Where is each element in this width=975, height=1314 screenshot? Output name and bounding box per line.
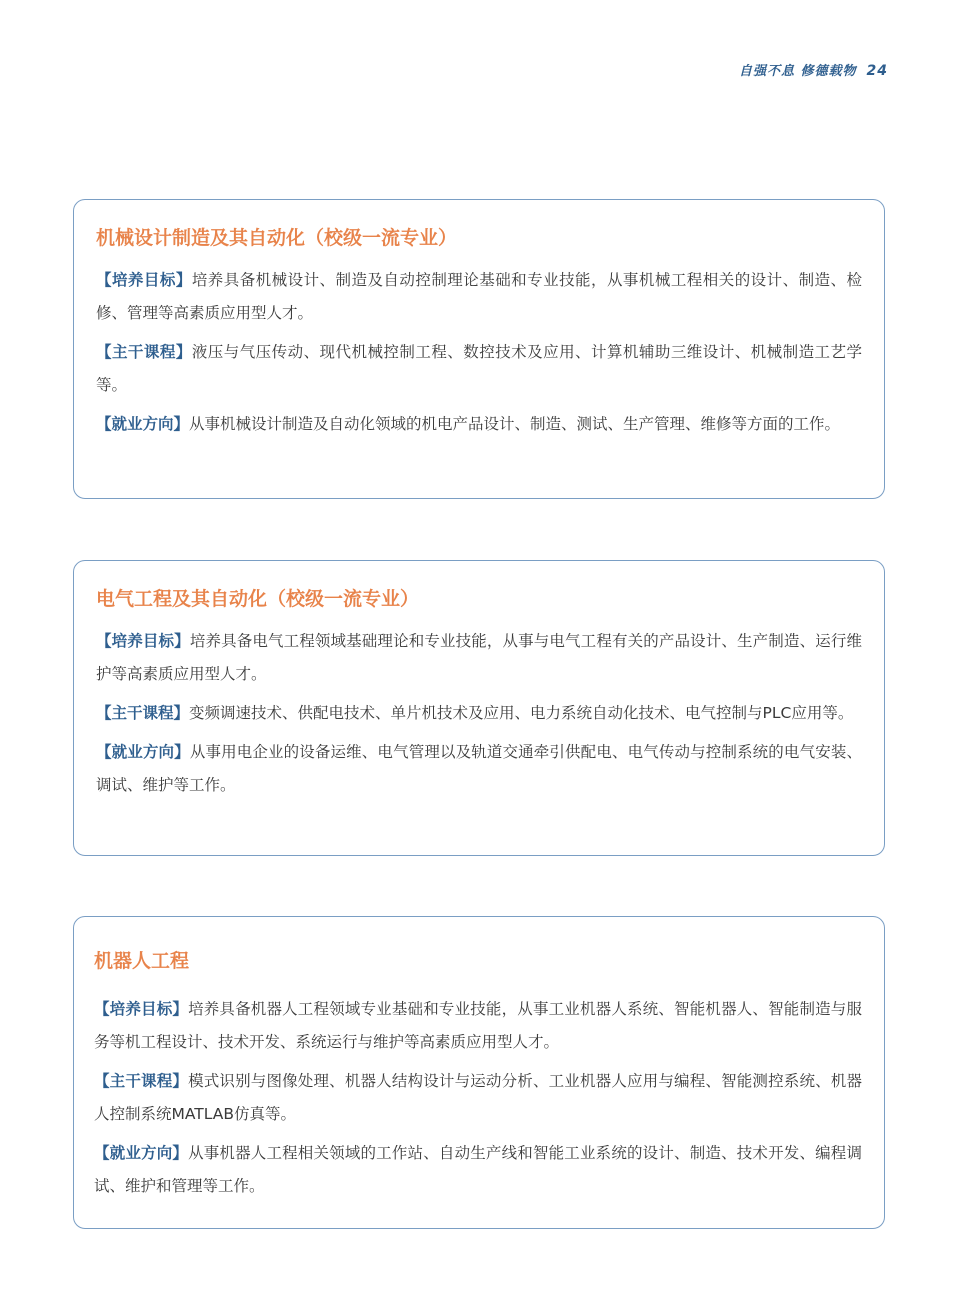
employment-text: 从事机械设计制造及自动化领域的机电产品设计、制造、测试、生产管理、维修等方面的工作。 (189, 415, 841, 433)
major-card-robotics (73, 916, 885, 1229)
objective-text: 培养具备电气工程领域基础理论和专业技能，从事与电气工程有关的产品设计、生产制造、运行维护等高素质应用型人才。 (96, 632, 862, 683)
courses-label: 【主干课程】 (96, 343, 192, 361)
major-employment (96, 408, 862, 441)
major-objective (94, 993, 862, 1059)
major-title: 电气工程及其自动化（校级一流专业） (96, 588, 420, 610)
employment-label: 【就业方向】 (94, 1144, 189, 1162)
objective-label: 【培养目标】 (96, 632, 190, 650)
major-employment (94, 1137, 862, 1203)
courses-text: 液压与气压传动、现代机械控制工程、数控技术及应用、计算机辅助三维设计、机械制造工艺学等。 (96, 343, 862, 394)
major-objective (96, 625, 862, 691)
objective-text: 培养具备机器人工程领域专业基础和专业技能，从事工业机器人系统、智能机器人、智能制造与服务等机工程设计、技术开发、系统运行与维护等高素质应用型人才。 (94, 1000, 862, 1051)
objective-text: 培养具备机械设计、制造及自动控制理论基础和专业技能，从事机械工程相关的设计、制造、检修、管理等高素质应用型人才。 (96, 271, 862, 322)
courses-text: 模式识别与图像处理、机器人结构设计与运动分析、工业机器人应用与编程、智能测控系统、机器人控制系统MATLAB仿真等。 (94, 1072, 862, 1123)
objective-label: 【培养目标】 (94, 1000, 189, 1018)
courses-label: 【主干课程】 (94, 1072, 189, 1090)
employment-text: 从事用电企业的设备运维、电气管理以及轨道交通牵引供配电、电气传动与控制系统的电气安装、调试、维护等工作。 (96, 743, 862, 794)
major-courses (94, 1065, 862, 1131)
employment-label: 【就业方向】 (96, 415, 190, 433)
major-title: 机器人工程 (94, 950, 190, 972)
major-employment (96, 736, 862, 802)
major-objective (96, 264, 862, 330)
page-header (739, 60, 888, 79)
courses-label: 【主干课程】 (96, 704, 190, 722)
major-card-mechanical (73, 199, 885, 499)
major-title: 机械设计制造及其自动化（校级一流专业） (96, 227, 458, 249)
major-card-electrical (73, 560, 885, 856)
objective-label: 【培养目标】 (96, 271, 192, 289)
courses-text: 变频调速技术、供配电技术、单片机技术及应用、电力系统自动化技术、电气控制与PLC应用等。 (189, 704, 854, 722)
employment-text: 从事机器人工程相关领域的工作站、自动生产线和智能工业系统的设计、制造、技术开发、编程调试、维护和管理等工作。 (94, 1144, 862, 1195)
page-number: 24 (866, 63, 888, 79)
header-motto: 自强不息 修德载物 (738, 64, 857, 79)
employment-label: 【就业方向】 (96, 743, 190, 761)
major-courses (96, 697, 862, 730)
major-courses (96, 336, 862, 402)
